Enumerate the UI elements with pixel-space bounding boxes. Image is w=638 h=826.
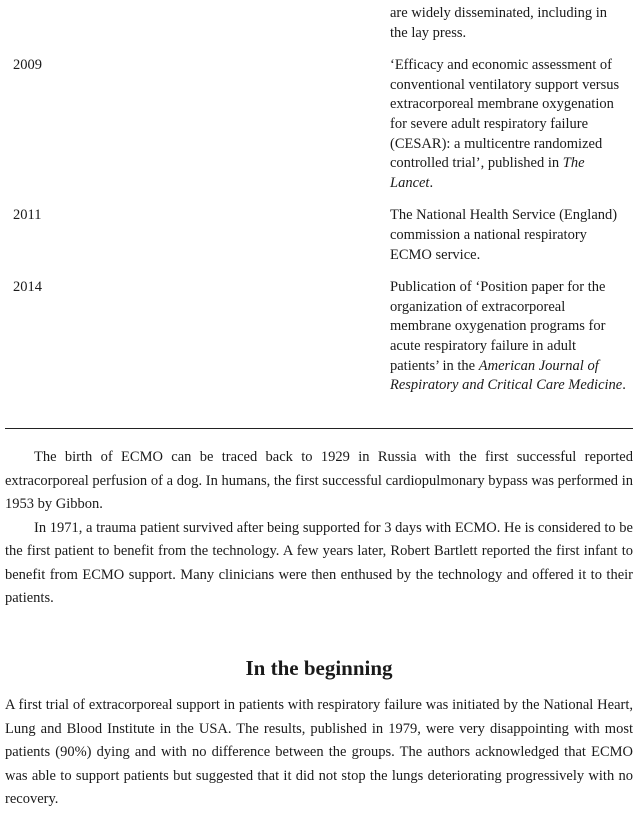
table-bottom-rule — [5, 428, 633, 429]
timeline-table — [5, 0, 633, 396]
event-text: Publication of ‘Position paper for the organization of extracorporeal membrane oxygenation programs for acute respiratory failure in adult patients’ in the — [390, 279, 606, 374]
timeline-year: 2014 — [13, 279, 42, 296]
event-text: . — [622, 377, 626, 394]
timeline-year: 2009 — [13, 57, 42, 74]
timeline-row — [5, 56, 633, 193]
event-text: The National Health Service (England) commission a national respiratory ECMO service. — [390, 207, 618, 263]
timeline-row — [5, 278, 633, 396]
event-text: ‘Efficacy and economic assessment of conventional ventilatory support versus extracorporeal membrane oxygenation for severe adult respiratory failure (CESAR): a multicentre randomized controlled trial’, published in — [390, 57, 620, 172]
event-text: . — [429, 174, 434, 191]
timeline-event — [390, 4, 628, 43]
timeline-row — [5, 4, 633, 43]
timeline-event — [390, 56, 628, 193]
intro-text — [5, 446, 633, 611]
section-heading: In the beginning — [245, 656, 393, 680]
paragraph: A first trial of extracorporeal support in patients with respiratory failure was initiated by the National Heart, Lung and Blood Institute in the USA. The results, published in 1979, were very disappointing with most patients (90%) dying and with no difference between the groups. The authors acknowledged that ECMO was able to support patients but suggested that it did not stop the lungs deteriorating progressively with no recovery. — [5, 697, 633, 807]
journal-title: American Journal of Respiratory and Critical Care Medicine — [390, 357, 623, 394]
timeline-year: 2011 — [13, 207, 42, 224]
timeline-row — [5, 206, 633, 265]
timeline-event — [390, 278, 628, 396]
journal-title: The Lancet — [390, 155, 585, 191]
section-text — [5, 694, 633, 812]
timeline-event — [390, 206, 628, 265]
paragraph: The birth of ECMO can be traced back to 1929 in Russia with the first successful reported extracorporeal perfusion of a dog. In humans, the first successful cardiopulmonary bypass was performed in 1953 by Gibbon. — [5, 449, 633, 512]
event-text: are widely disseminated, including in the lay press. — [390, 5, 608, 41]
paragraph: In 1971, a trauma patient survived after being supported for 3 days with ECMO. He is considered to be the first patient to benefit from the technology. A few years later, Robert Bartlett reported the first infant to benefit from ECMO support. Many clinicians were then enthused by the technology and offered it to their patients. — [5, 519, 633, 606]
